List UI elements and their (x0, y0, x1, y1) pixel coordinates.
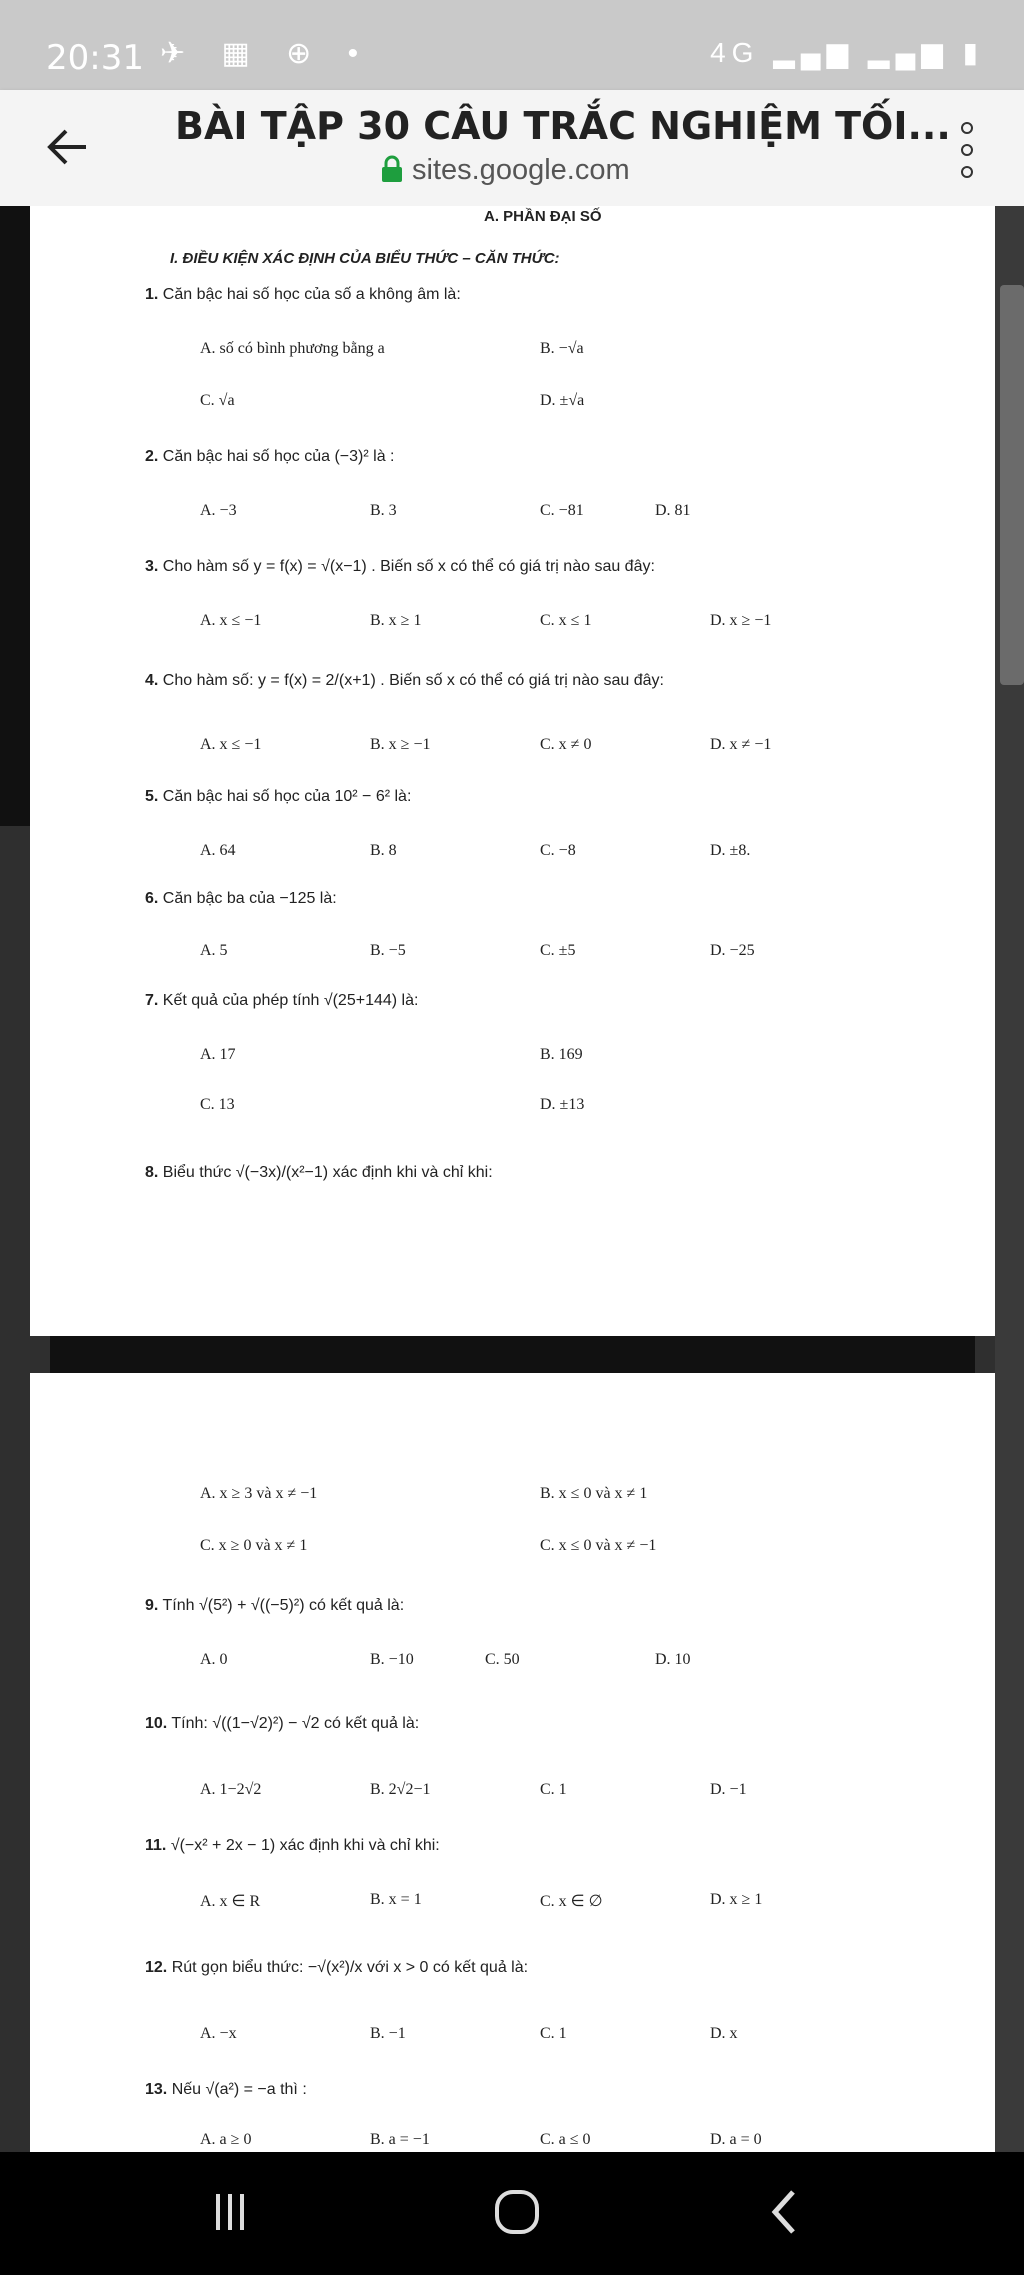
site-url[interactable] (380, 154, 630, 187)
question-10: 10. Tính: √((1−√2)²) − √2 có kết quả là: (145, 1715, 420, 1732)
page-gap (50, 1336, 975, 1373)
q3-option-b: B. x ≥ 1 (370, 612, 422, 629)
q8-option-d: C. x ≤ 0 và x ≠ −1 (540, 1537, 657, 1554)
q13-option-d: D. a = 0 (710, 2131, 762, 2148)
q5-option-a: A. 64 (200, 842, 236, 859)
question-2: 2. Căn bậc hai số học của (−3)² là : (145, 448, 395, 465)
question-3: 3. Cho hàm số y = f(x) = √(x−1) . Biến số x có thể có giá trị nào sau đây: (145, 558, 655, 575)
q5-option-c: C. −8 (540, 842, 576, 859)
q5-option-b: B. 8 (370, 842, 397, 859)
question-4: 4. Cho hàm số: y = f(x) = 2/(x+1) . Biến số x có thể có giá trị nào sau đây: (145, 672, 664, 689)
q12-option-a: A. −x (200, 2025, 237, 2042)
more-options-icon[interactable] (960, 120, 974, 180)
q1-option-c: C. √a (200, 392, 235, 409)
q12-option-c: C. 1 (540, 2025, 567, 2042)
q5-option-d: D. ±8. (710, 842, 751, 859)
q10-option-a: A. 1−2√2 (200, 1781, 262, 1798)
question-1: 1. Căn bậc hai số học của số a không âm là: (145, 286, 461, 303)
document-page-1 (30, 206, 995, 1336)
q12-option-b: B. −1 (370, 2025, 406, 2042)
q6-option-a: A. 5 (200, 942, 228, 959)
q1-option-b: B. −√a (540, 340, 584, 357)
q11-option-d: D. x ≥ 1 (710, 1891, 763, 1908)
q2-option-c: C. −81 (540, 502, 584, 519)
back-nav-icon[interactable] (745, 2182, 825, 2242)
q6-option-d: D. −25 (710, 942, 755, 959)
q9-option-a: A. 0 (200, 1651, 228, 1668)
home-icon[interactable] (477, 2182, 557, 2242)
q8-option-c: C. x ≥ 0 và x ≠ 1 (200, 1537, 308, 1554)
question-6: 6. Căn bậc ba của −125 là: (145, 890, 337, 907)
q4-option-b: B. x ≥ −1 (370, 736, 431, 753)
back-arrow-icon[interactable] (42, 120, 96, 174)
q3-option-a: A. x ≤ −1 (200, 612, 262, 629)
question-9: 9. Tính √(5²) + √((−5)²) có kết quả là: (145, 1597, 405, 1614)
q11-option-a: A. x ∈ R (200, 1893, 261, 1910)
q4-option-d: D. x ≠ −1 (710, 736, 772, 753)
document-page-2 (30, 1373, 995, 2153)
question-5: 5. Căn bậc hai số học của 10² − 6² là: (145, 788, 412, 805)
q7-option-d: D. ±13 (540, 1096, 585, 1113)
signal-battery-icons: 4G ▂▄▆ ▂▄▆ ▮ (710, 37, 984, 68)
q2-option-a: A. −3 (200, 502, 237, 519)
q10-option-c: C. 1 (540, 1781, 567, 1798)
question-7: 7. Kết quả của phép tính √(25+144) là: (145, 992, 419, 1009)
background-band (0, 206, 30, 826)
q9-option-c: C. 50 (485, 1651, 520, 1668)
status-time: 20:31 (46, 38, 144, 78)
q6-option-c: C. ±5 (540, 942, 576, 959)
q9-option-b: B. −10 (370, 1651, 414, 1668)
notification-icons: ✈ ▦ ⊕ • (160, 37, 373, 70)
q13-option-a: A. a ≥ 0 (200, 2131, 252, 2148)
q7-option-b: B. 169 (540, 1046, 583, 1063)
recent-apps-icon[interactable] (190, 2182, 270, 2242)
q8-option-b: B. x ≤ 0 và x ≠ 1 (540, 1485, 648, 1502)
browser-app-bar (0, 90, 1024, 206)
q3-option-d: D. x ≥ −1 (710, 612, 772, 629)
page-title: BÀI TẬP 30 CÂU TRẮC NGHIỆM TỐI... (175, 104, 951, 148)
q8-option-a: A. x ≥ 3 và x ≠ −1 (200, 1485, 318, 1502)
status-bar (0, 0, 1024, 90)
q7-option-a: A. 17 (200, 1046, 236, 1063)
question-11: 11. √(−x² + 2x − 1) xác định khi và chỉ khi: (145, 1837, 440, 1854)
q1-option-d: D. ±√a (540, 392, 585, 409)
q10-option-b: B. 2√2−1 (370, 1781, 431, 1798)
lock-icon (380, 155, 404, 183)
q13-option-c: C. a ≤ 0 (540, 2131, 591, 2148)
q11-option-b: B. x = 1 (370, 1891, 422, 1908)
q13-option-b: B. a = −1 (370, 2131, 430, 2148)
q10-option-d: D. −1 (710, 1781, 747, 1798)
question-13: 13. Nếu √(a²) = −a thì : (145, 2081, 307, 2098)
part-heading: A. PHẦN ĐẠI SỐ (484, 208, 602, 225)
q1-option-a: A. số có bình phương bằng a (200, 340, 385, 357)
q4-option-a: A. x ≤ −1 (200, 736, 262, 753)
q3-option-c: C. x ≤ 1 (540, 612, 592, 629)
q2-option-d: D. 81 (655, 502, 691, 519)
system-nav-bar (0, 2152, 1024, 2275)
q6-option-b: B. −5 (370, 942, 406, 959)
url-text: sites.google.com (412, 154, 630, 186)
question-8: 8. Biểu thức √(−3x)/(x²−1) xác định khi và chỉ khi: (145, 1164, 493, 1181)
question-12: 12. Rút gọn biểu thức: −√(x²)/x với x > 0 có kết quả là: (145, 1959, 529, 1976)
q7-option-c: C. 13 (200, 1096, 235, 1113)
q11-option-c: C. x ∈ ∅ (540, 1893, 603, 1910)
scrollbar-thumb[interactable] (1000, 285, 1024, 685)
q4-option-c: C. x ≠ 0 (540, 736, 592, 753)
q9-option-d: D. 10 (655, 1651, 691, 1668)
q12-option-d: D. x (710, 2025, 738, 2042)
section-heading: I. ĐIỀU KIỆN XÁC ĐỊNH CỦA BIỂU THỨC – CĂN THỨC: (170, 250, 560, 267)
q2-option-b: B. 3 (370, 502, 397, 519)
